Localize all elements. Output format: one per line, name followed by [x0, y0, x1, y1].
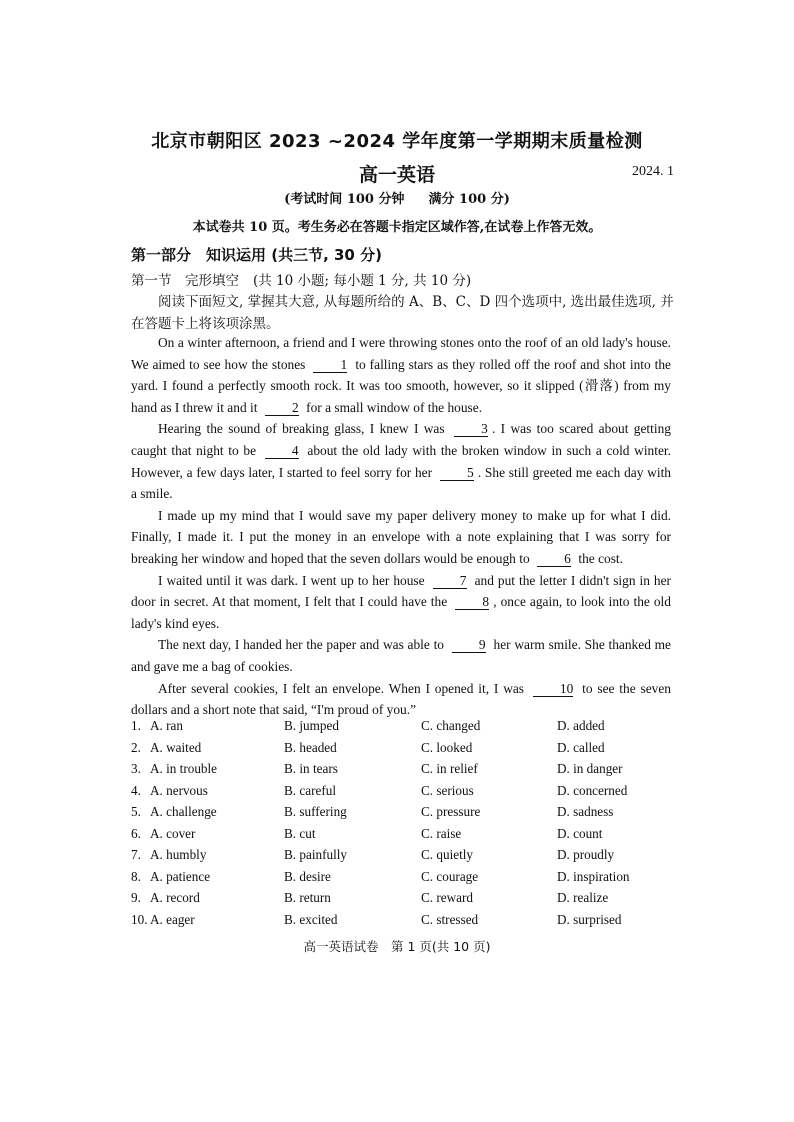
option-row — [131, 783, 691, 805]
option-d: D. proudly — [557, 847, 615, 862]
blank-1: 1 — [313, 357, 347, 373]
page-footer: 高一英语试卷 第 1 页(共 10 页) — [303, 939, 491, 954]
blank-3: 3 — [454, 421, 488, 437]
cloze-passage — [131, 332, 671, 721]
question-number: 2. — [131, 739, 141, 755]
passage-text: I made up my mind that I would save my paper delivery money to make up for what I did. Finally, I made it. I put the money in an envelope with a note explaining that I was sorry for breaking her window and hoped that the seven dollars would be enough to — [131, 507, 671, 566]
option-b: B. careful — [284, 782, 336, 798]
option-b: B. headed — [284, 739, 337, 755]
question-number: 3. — [131, 761, 141, 776]
section-description: (共 10 小题; 每小题 1 分, 共 10 分) — [253, 273, 472, 289]
option-c: C. looked — [421, 739, 473, 755]
exam-date: 2024. 1 — [632, 164, 674, 179]
passage-text: , once again, to look into the old lady's kind eyes. — [131, 594, 671, 631]
option-a: A. in trouble — [150, 761, 218, 776]
answer-options — [131, 718, 691, 933]
option-d: D. called — [557, 739, 605, 755]
option-a: A. cover — [150, 825, 196, 841]
passage-text: On a winter afternoon, a friend and I were throwing stones onto the roof of an old lady's house. We aimed to see how the stones — [131, 335, 671, 372]
question-number: 9. — [131, 890, 141, 905]
passage-text: her warm smile. She thanked me and gave me a bag of cookies. — [131, 637, 671, 674]
blank-8: 8 — [455, 594, 489, 610]
option-c: C. in relief — [421, 761, 478, 776]
option-row — [131, 847, 691, 869]
time-limit: (考试时间 100 分钟 — [284, 192, 405, 207]
question-number: 10. — [131, 911, 148, 927]
passage-paragraph — [131, 634, 671, 677]
option-c: C. pressure — [421, 804, 481, 819]
passage-text: and put the letter I didn't sign in her door in secret. At that moment, I felt that I could have the — [131, 572, 671, 610]
section-label: 第一节 完形填空 — [131, 273, 239, 289]
instruction-text: 阅读下面短文, 掌握其大意, 从每题所给的 A、B、C、D 四个选项中, 选出最佳选项, 并在答题卡上将该项涂黑。 — [131, 294, 674, 332]
passage-text: I waited until it was dark. I went up to her house — [158, 572, 425, 588]
option-row — [131, 804, 691, 826]
option-row — [131, 761, 691, 783]
passage-text: After several cookies, I felt an envelope. When I opened it, I was — [158, 680, 525, 696]
option-row — [131, 912, 691, 934]
option-c: C. quietly — [421, 847, 474, 862]
passage-paragraph — [131, 332, 671, 418]
blank-2: 2 — [265, 400, 299, 416]
option-b: B. suffering — [284, 804, 347, 819]
option-b: B. cut — [284, 825, 316, 841]
passage-text: . She still greeted me each day with a smile. — [131, 464, 671, 502]
passage-text: to see the seven dollars and a short note that said, “I'm proud of you.” — [131, 680, 671, 718]
blank-7: 7 — [433, 573, 467, 589]
option-d: D. inspiration — [557, 868, 630, 884]
option-d: D. count — [557, 825, 603, 841]
subject-heading: 高一英语 — [358, 164, 435, 186]
exam-title: 北京市朝阳区 2023 ~2024 学年度第一学期期末质量检测 — [151, 131, 643, 152]
passage-paragraph — [131, 678, 671, 721]
option-b: B. excited — [284, 911, 338, 927]
question-number: 8. — [131, 868, 141, 884]
option-d: D. surprised — [557, 911, 622, 927]
option-row — [131, 890, 691, 912]
option-d: D. in danger — [557, 761, 623, 776]
exam-time-info — [0, 188, 794, 207]
option-c: C. raise — [421, 825, 462, 841]
option-b: B. painfully — [284, 847, 348, 862]
section-heading — [131, 269, 471, 289]
blank-6: 6 — [537, 551, 571, 567]
option-a: A. nervous — [150, 782, 208, 798]
option-row — [131, 869, 691, 891]
option-b: B. desire — [284, 868, 331, 884]
option-c: C. changed — [421, 718, 481, 733]
option-row — [131, 826, 691, 848]
passage-text: to falling stars as they rolled off the roof and shot into the yard. I found a perfectly smooth rock. It was too smooth, however, so it slipped (滑落) from my hand as I threw it and it — [131, 356, 672, 415]
option-c: C. courage — [421, 868, 479, 884]
passage-text: . I was too scared about getting caught that night to be — [131, 421, 671, 458]
option-d: D. concerned — [557, 782, 628, 798]
passage-text: The next day, I handed her the paper and was able to — [158, 637, 445, 653]
blank-4: 4 — [265, 443, 299, 459]
option-a: A. challenge — [150, 804, 217, 819]
blank-10: 10 — [533, 681, 573, 697]
question-number: 1. — [131, 718, 141, 733]
question-number: 5. — [131, 804, 141, 819]
option-a: A. patience — [150, 868, 211, 884]
passage-text: about the old lady with the broken window in such a cold winter. However, a few days later, I started to feel sorry for her — [131, 442, 671, 480]
passage-text: for a small window of the house. — [306, 399, 483, 415]
passage-paragraph — [131, 570, 671, 635]
full-score: 满分 100 分) — [428, 192, 510, 207]
blank-9: 9 — [452, 637, 486, 653]
option-b: B. in tears — [284, 761, 338, 776]
option-row — [131, 740, 691, 762]
option-row — [131, 718, 691, 740]
part-heading: 第一部分 知识运用 (共三节, 30 分) — [131, 246, 382, 264]
passage-text: the cost. — [578, 550, 623, 566]
option-b: B. return — [284, 890, 331, 905]
option-a: A. record — [150, 890, 200, 905]
passage-paragraph — [131, 505, 671, 570]
option-a: A. humbly — [150, 847, 207, 862]
option-a: A. waited — [150, 739, 202, 755]
option-a: A. eager — [150, 911, 195, 927]
option-d: D. added — [557, 718, 605, 733]
passage-text: Hearing the sound of breaking glass, I knew I was — [158, 421, 445, 437]
option-a: A. ran — [150, 718, 183, 733]
exam-notice: 本试卷共 10 页。考生务必在答题卡指定区域作答,在试卷上作答无效。 — [192, 220, 602, 235]
question-number: 6. — [131, 825, 141, 841]
question-number: 4. — [131, 782, 141, 798]
option-c: C. serious — [421, 782, 474, 798]
option-b: B. jumped — [284, 718, 339, 733]
option-c: C. reward — [421, 890, 473, 905]
option-d: D. sadness — [557, 804, 614, 819]
question-number: 7. — [131, 847, 141, 862]
passage-paragraph — [131, 418, 671, 504]
blank-5: 5 — [440, 465, 474, 481]
option-c: C. stressed — [421, 911, 479, 927]
option-d: D. realize — [557, 890, 609, 905]
